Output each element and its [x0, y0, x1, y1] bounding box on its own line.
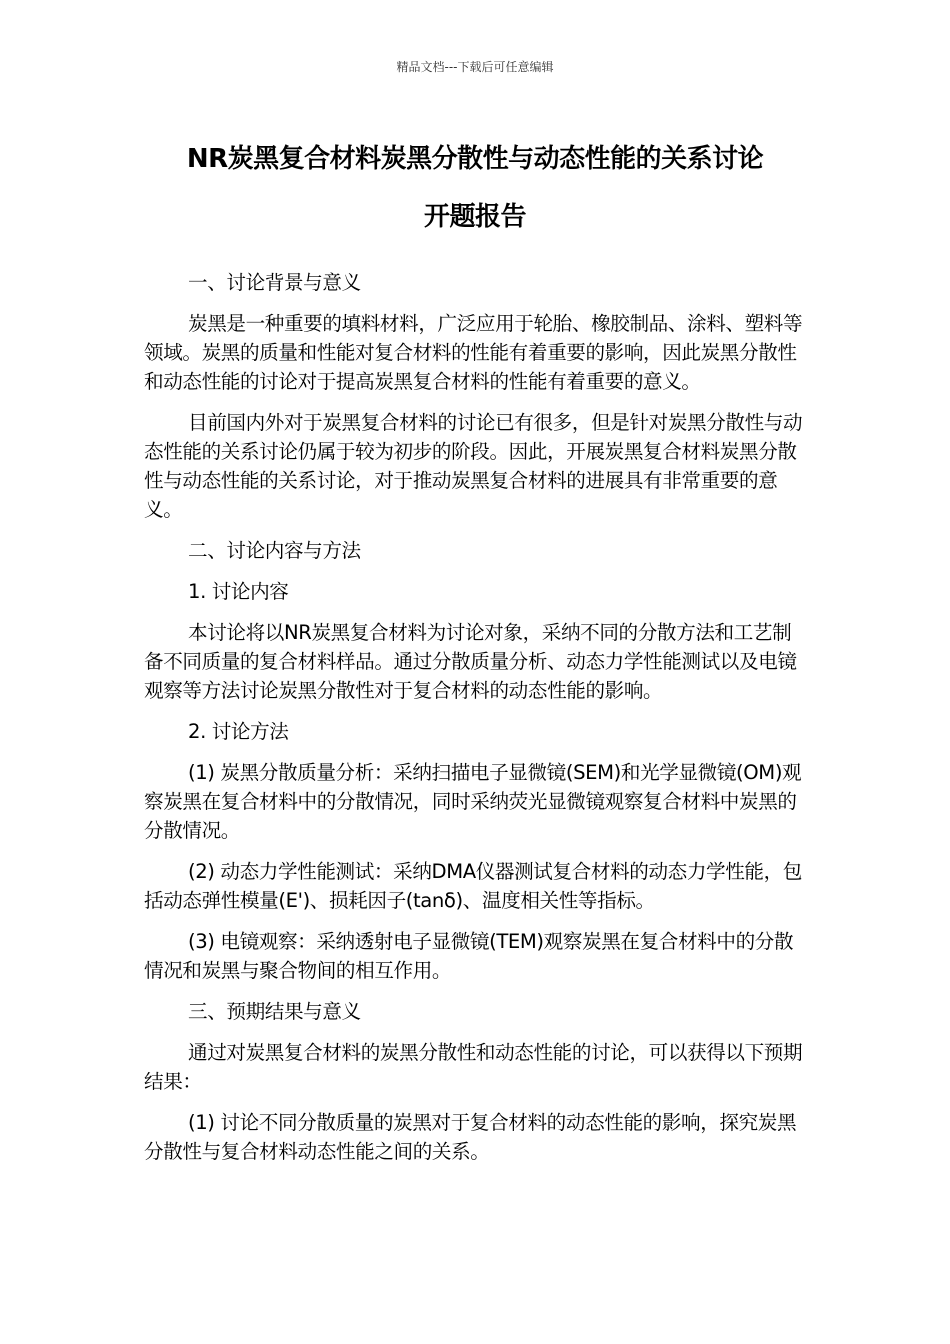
header-watermark: 精品文档---下载后可任意编辑	[396, 60, 554, 74]
section-1-heading: 一、讨论背景与意义	[188, 271, 361, 294]
result-1-paragraph: (1) 讨论不同分散质量的炭黑对于复合材料的动态性能的影响，探究炭黑分散性与复合材料动态性能之间的关系。	[144, 1111, 797, 1163]
section-1-paragraph-2: 目前国内外对于炭黑复合材料的讨论已有很多，但是针对炭黑分散性与动态性能的关系讨论仍属于较为初步的阶段。因此，开展炭黑复合材料炭黑分散性与动态性能的关系讨论，对于推动炭黑复合材料的进展具有非常重要的意义。	[144, 411, 803, 521]
method-2-paragraph: (2) 动态力学性能测试：采纳DMA仪器测试复合材料的动态力学性能，包括动态弹性模量(E')、损耗因子(tanδ)、温度相关性等指标。	[144, 860, 803, 912]
subsection-1-paragraph: 本讨论将以NR炭黑复合材料为讨论对象，采纳不同的分散方法和工艺制备不同质量的复合材料样品。通过分散质量分析、动态力学性能测试以及电镜观察等方法讨论炭黑分散性对于复合材料的动态性能的影响。	[144, 621, 797, 702]
section-3-heading: 三、预期结果与意义	[188, 1000, 361, 1023]
section-3-paragraph: 通过对炭黑复合材料的炭黑分散性和动态性能的讨论，可以获得以下预期结果：	[144, 1041, 803, 1093]
method-3-paragraph: (3) 电镜观察：采纳透射电子显微镜(TEM)观察炭黑在复合材料中的分散情况和炭黑与聚合物间的相互作用。	[144, 930, 794, 982]
title-line-1: NR炭黑复合材料炭黑分散性与动态性能的关系讨论	[186, 144, 764, 174]
section-2-heading: 二、讨论内容与方法	[188, 539, 361, 562]
section-1-paragraph-1: 炭黑是一种重要的填料材料，广泛应用于轮胎、橡胶制品、涂料、塑料等领域。炭黑的质量和性能对复合材料的性能有着重要的影响，因此炭黑分散性和动态性能的讨论对于提高炭黑复合材料的性能有着重要的意义。	[144, 312, 803, 393]
method-1-paragraph: (1) 炭黑分散质量分析：采纳扫描电子显微镜(SEM)和光学显微镜(OM)观察炭黑在复合材料中的分散情况，同时采纳荧光显微镜观察复合材料中炭黑的分散情况。	[144, 761, 802, 842]
title-line-2: 开题报告	[423, 202, 526, 232]
subsection-2-heading: 2. 讨论方法	[188, 720, 289, 743]
subsection-1-heading: 1. 讨论内容	[188, 580, 289, 603]
document-body	[144, 268, 806, 1178]
